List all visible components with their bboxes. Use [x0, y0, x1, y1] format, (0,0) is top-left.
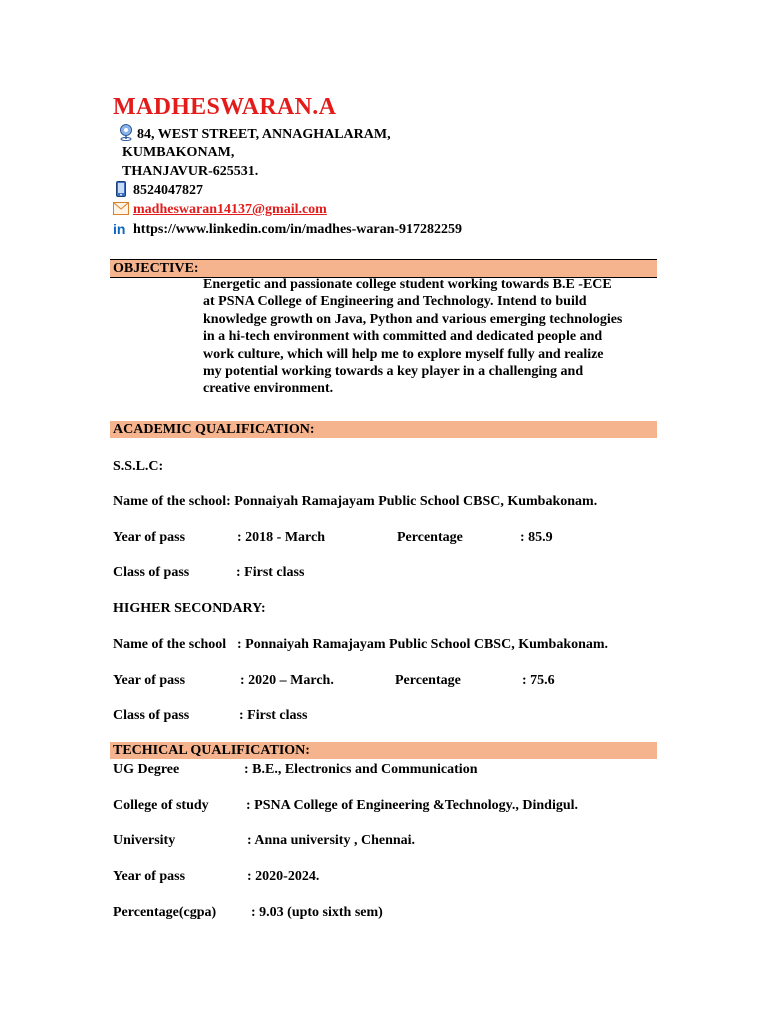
- hsc-school-value: : Ponnaiyah Ramajayam Public School CBSC, Kumbakonam.: [237, 637, 609, 652]
- address-line-1: 84, WEST STREET, ANNAGHALARAM,: [137, 127, 391, 142]
- objective-line: creative environment.: [203, 381, 334, 397]
- tech-row-label: UG Degree: [113, 762, 180, 777]
- linkedin-url[interactable]: https://www.linkedin.com/in/madhes-waran-917282259: [133, 222, 463, 237]
- academic-heading: ACADEMIC QUALIFICATION:: [113, 422, 315, 437]
- tech-row-value: : 9.03 (upto sixth sem): [251, 905, 383, 920]
- email-icon: [113, 202, 129, 215]
- hsc-class-label: Class of pass: [113, 708, 190, 723]
- tech-row-label: University: [113, 833, 176, 848]
- objective-heading: OBJECTIVE:: [113, 261, 199, 276]
- tech-row-label: Percentage(cgpa): [113, 905, 217, 920]
- objective-text: [203, 276, 663, 398]
- sslc-year-label: Year of pass: [113, 530, 186, 545]
- hsc-year-label: Year of pass: [113, 673, 186, 688]
- address-line-3: THANJAVUR-625531.: [122, 164, 259, 179]
- phone-number: 8524047827: [133, 183, 203, 198]
- objective-line: knowledge growth on Java, Python and various emerging technologies: [203, 311, 623, 327]
- sslc-class-label: Class of pass: [113, 565, 190, 580]
- candidate-name: MADHESWARAN.A: [113, 94, 337, 120]
- tech-row-value: : 2020-2024.: [247, 869, 320, 884]
- phone-icon: [116, 181, 126, 197]
- hsc-school-label: Name of the school: [113, 637, 227, 652]
- hsc-class-value: : First class: [239, 708, 308, 723]
- hsc-percent-value: : 75.6: [522, 673, 555, 688]
- tech-row-value: : B.E., Electronics and Communication: [244, 762, 478, 777]
- hsc-title: HIGHER SECONDARY:: [113, 601, 266, 616]
- technical-heading: TECHICAL QUALIFICATION:: [113, 743, 310, 758]
- hsc-year-value: : 2020 – March.: [240, 673, 334, 688]
- sslc-school: Name of the school: Ponnaiyah Ramajayam Public School CBSC, Kumbakonam.: [113, 494, 598, 509]
- tech-row-label: College of study: [113, 798, 209, 813]
- objective-line: work culture, which will help me to explore myself fully and realize: [203, 346, 604, 362]
- objective-line: Energetic and passionate college student working towards B.E -ECE: [203, 277, 612, 292]
- tech-row-value: : Anna university , Chennai.: [247, 833, 416, 848]
- location-icon: [117, 123, 135, 141]
- tech-row-label: Year of pass: [113, 869, 186, 884]
- linkedin-icon: in: [113, 221, 126, 237]
- sslc-percent-value: : 85.9: [520, 530, 553, 545]
- sslc-class-value: : First class: [236, 565, 305, 580]
- address-line-2: KUMBAKONAM,: [122, 145, 235, 160]
- sslc-percent-label: Percentage: [397, 530, 463, 545]
- objective-line: in a hi-tech environment with committed and dedicated people and: [203, 329, 603, 345]
- hsc-percent-label: Percentage: [395, 673, 461, 688]
- email-link[interactable]: madheswaran14137@gmail.com: [133, 202, 327, 217]
- objective-line: my potential working towards a key player in a challenging and: [203, 364, 584, 380]
- tech-row-value: : PSNA College of Engineering &Technology., Dindigul.: [246, 798, 579, 813]
- sslc-title: S.S.L.C:: [113, 459, 164, 474]
- sslc-year-value: : 2018 - March: [237, 530, 325, 545]
- objective-line: at PSNA College of Engineering and Technology. Intend to build: [203, 294, 587, 310]
